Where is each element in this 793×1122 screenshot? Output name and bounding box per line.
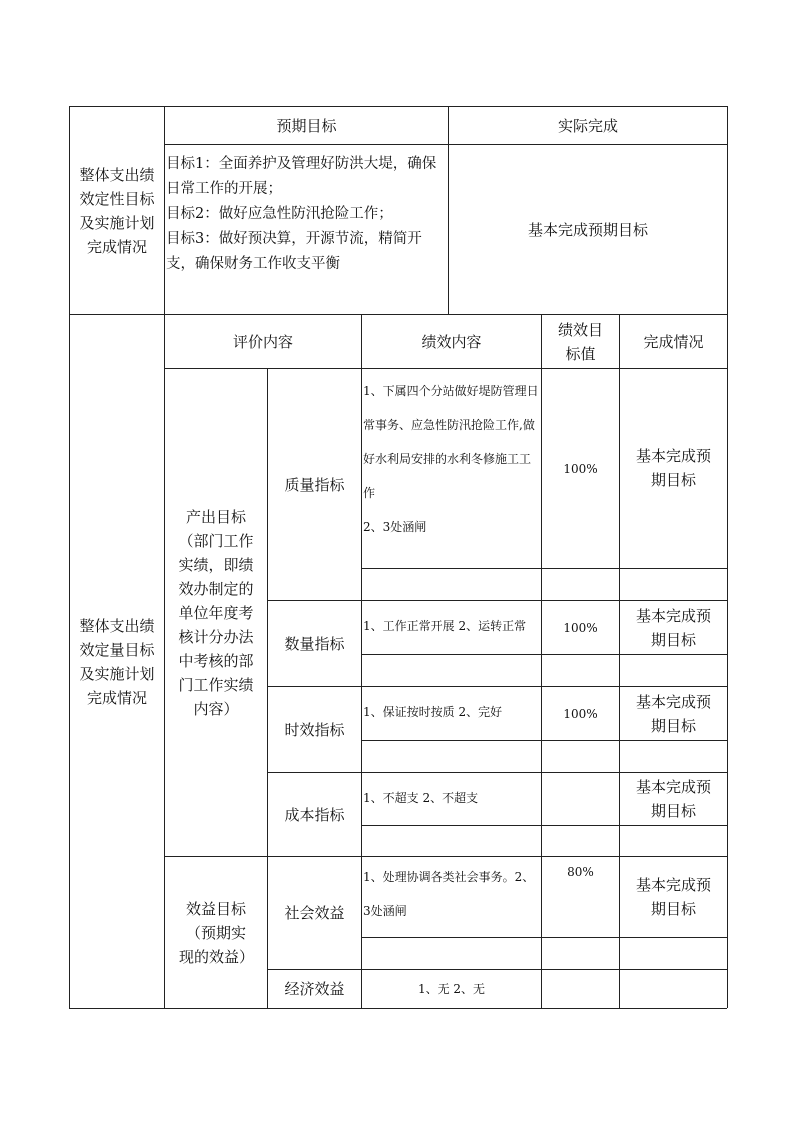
benefit-goal-label: 效益目标（预期实现的效益） (179, 899, 255, 966)
quantity-indicator-label: 数量指标 (284, 634, 345, 653)
actual-result: 基本完成预期目标 (527, 220, 648, 239)
target-value-header: 绩效目标值 (558, 320, 604, 363)
perf-content-header: 绩效内容 (421, 332, 482, 351)
actual-complete-header: 实际完成 (557, 116, 618, 135)
cost-completion: 基本完成预期目标 (635, 778, 711, 820)
cost-target (542, 773, 619, 825)
social-target: 80% (567, 865, 594, 879)
completion-header: 完成情况 (643, 332, 704, 351)
economic-content: 1、无 2、无 (417, 982, 486, 996)
quantity-completion: 基本完成预期目标 (635, 606, 711, 649)
qualitative-row-label: 整体支出绩效定性目标及实施计划完成情况 (79, 165, 155, 256)
quality-content: 1、下属四个分站做好堤防管理日常事务、应急性防汛抢险工作,做好水利局安排的水利冬修施工工作 2、3处涵闸 (363, 384, 539, 534)
timeliness-target: 100% (563, 706, 598, 721)
timeliness-content: 1、保证按时按质 2、完好 (363, 705, 503, 719)
cost-content: 1、不超支 2、不超支 (363, 791, 479, 805)
output-goal-label: 产出目标（部门工作实绩，即绩效办制定的单位年度考核计分办法中考核的部门工作实绩内容） (178, 507, 254, 718)
quantity-content: 1、工作正常开展 2、运转正常 (363, 619, 527, 633)
economic-benefit-label: 经济效益 (284, 980, 345, 998)
social-benefit-label: 社会效益 (284, 904, 345, 922)
timeliness-indicator-label: 时效指标 (284, 720, 345, 739)
timeliness-completion: 基本完成预期目标 (635, 692, 711, 735)
expected-goals-text: 目标1：全面养护及管理好防洪大堤，确保日常工作的开展； 目标2：做好应急性防汛抢险工作； 目标3：做好预决算，开源节流，精简开支，确保财务工作收支平衡 (166, 156, 437, 272)
cost-indicator-label: 成本指标 (284, 805, 345, 824)
eval-content-header: 评价内容 (232, 332, 293, 351)
economic-target (542, 970, 619, 1008)
quality-target: 100% (563, 461, 598, 476)
quality-completion: 基本完成预期目标 (635, 447, 711, 489)
social-content: 1、处理协调各类社会事务。2、3处涵闸 (363, 870, 535, 918)
economic-completion (620, 970, 727, 1008)
quantity-target: 100% (563, 620, 598, 635)
quality-indicator-label: 质量指标 (284, 475, 345, 494)
expected-goal-header: 预期目标 (276, 116, 337, 135)
quantitative-row-label: 整体支出绩效定量目标及实施计划完成情况 (79, 616, 155, 707)
social-completion: 基本完成预期目标 (635, 876, 711, 918)
